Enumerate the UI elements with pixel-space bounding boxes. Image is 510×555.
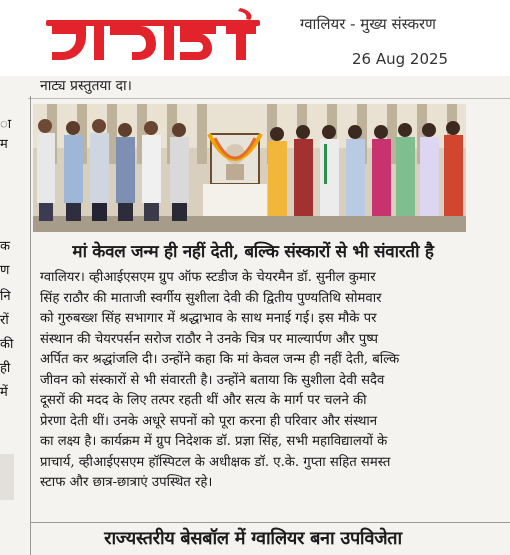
body-line: का लक्ष्य है। कार्यक्रम में ग्रुप निदेशक डॉ. प्रज्ञा सिंह, सभी महाविद्यालयों के xyxy=(40,434,388,449)
left-column-text: रों xyxy=(0,313,9,328)
body-line: दूसरों की मदद के लिए तत्पर रहती थीं और सत्य के मार्ग पर चलने की xyxy=(40,393,367,408)
edition-label: ग्वालियर - मुख्य संस्करण xyxy=(300,15,436,33)
section-divider xyxy=(30,522,510,523)
body-line: प्राचार्य, व्हीआईएसएम हॉस्पिटल के अधीक्षक डॉ. ए.के. गुप्ता सहित समस्त xyxy=(40,454,391,470)
article-headline: मां केवल जन्म ही नहीं देती, बल्कि संस्कारों से भी संवारती है xyxy=(72,242,434,262)
event-photo xyxy=(33,104,466,232)
masthead xyxy=(0,0,510,76)
body-line: ग्वालियर। व्हीआईएसएम ग्रुप ऑफ स्टडीज के चेयरमैन डॉ. सुनील कुमार xyxy=(40,270,376,285)
body-line: जीवन को संस्कारों से भी संवारती है। उन्होंने बताया कि सुशीला देवी सदैव xyxy=(40,372,385,388)
newspaper-clipping xyxy=(0,76,510,555)
left-column-text: क xyxy=(0,239,10,254)
column-rule xyxy=(30,96,31,555)
issue-date: 26 Aug 2025 xyxy=(352,50,449,68)
body-line: सिंह राठौर की माताजी स्वर्गीय सुशीला देवी की द्वितीय पुण्यतिथि सोमवार xyxy=(40,290,382,306)
body-line: को गुरुबख्श सिंह सभागार में श्रद्धाभाव के साथ मनाई गई। इस मौके पर xyxy=(40,311,377,326)
left-column-text: म xyxy=(0,137,8,152)
left-column-text: नि xyxy=(0,289,11,304)
body-line: प्रेरणा देती थीं। उनके अधूरे सपनों को पूरा करना ही परिवार और संस्थान xyxy=(40,413,378,429)
previous-article-snippet: नाट्य प्रस्तुतया दा। xyxy=(40,78,132,94)
left-column-box xyxy=(0,454,14,500)
article-body xyxy=(40,268,472,494)
left-column-text: ही xyxy=(0,361,11,376)
top-divider xyxy=(28,98,510,99)
body-line: संस्थान की चेयरपर्सन सरोज राठौर ने उनके चित्र पर माल्यार्पण और पुष्प xyxy=(40,331,378,347)
body-line: अर्पित कर श्रद्धांजलि दी। उन्होंने कहा कि मां केवल जन्म ही नहीं देती, बल्कि xyxy=(40,352,400,367)
body-line: स्टाफ और छात्र-छात्राएं उपस्थित रहे। xyxy=(40,475,213,490)
swadesh-logo xyxy=(44,8,264,68)
left-column-text: में xyxy=(0,385,8,400)
next-article-headline: राज्यस्तरीय बेसबॉल में ग्वालियर बना उपविजेता xyxy=(104,528,402,549)
left-column-text: की xyxy=(0,337,14,352)
left-column-text: ा xyxy=(0,117,12,132)
left-column-text: ण xyxy=(0,263,10,278)
